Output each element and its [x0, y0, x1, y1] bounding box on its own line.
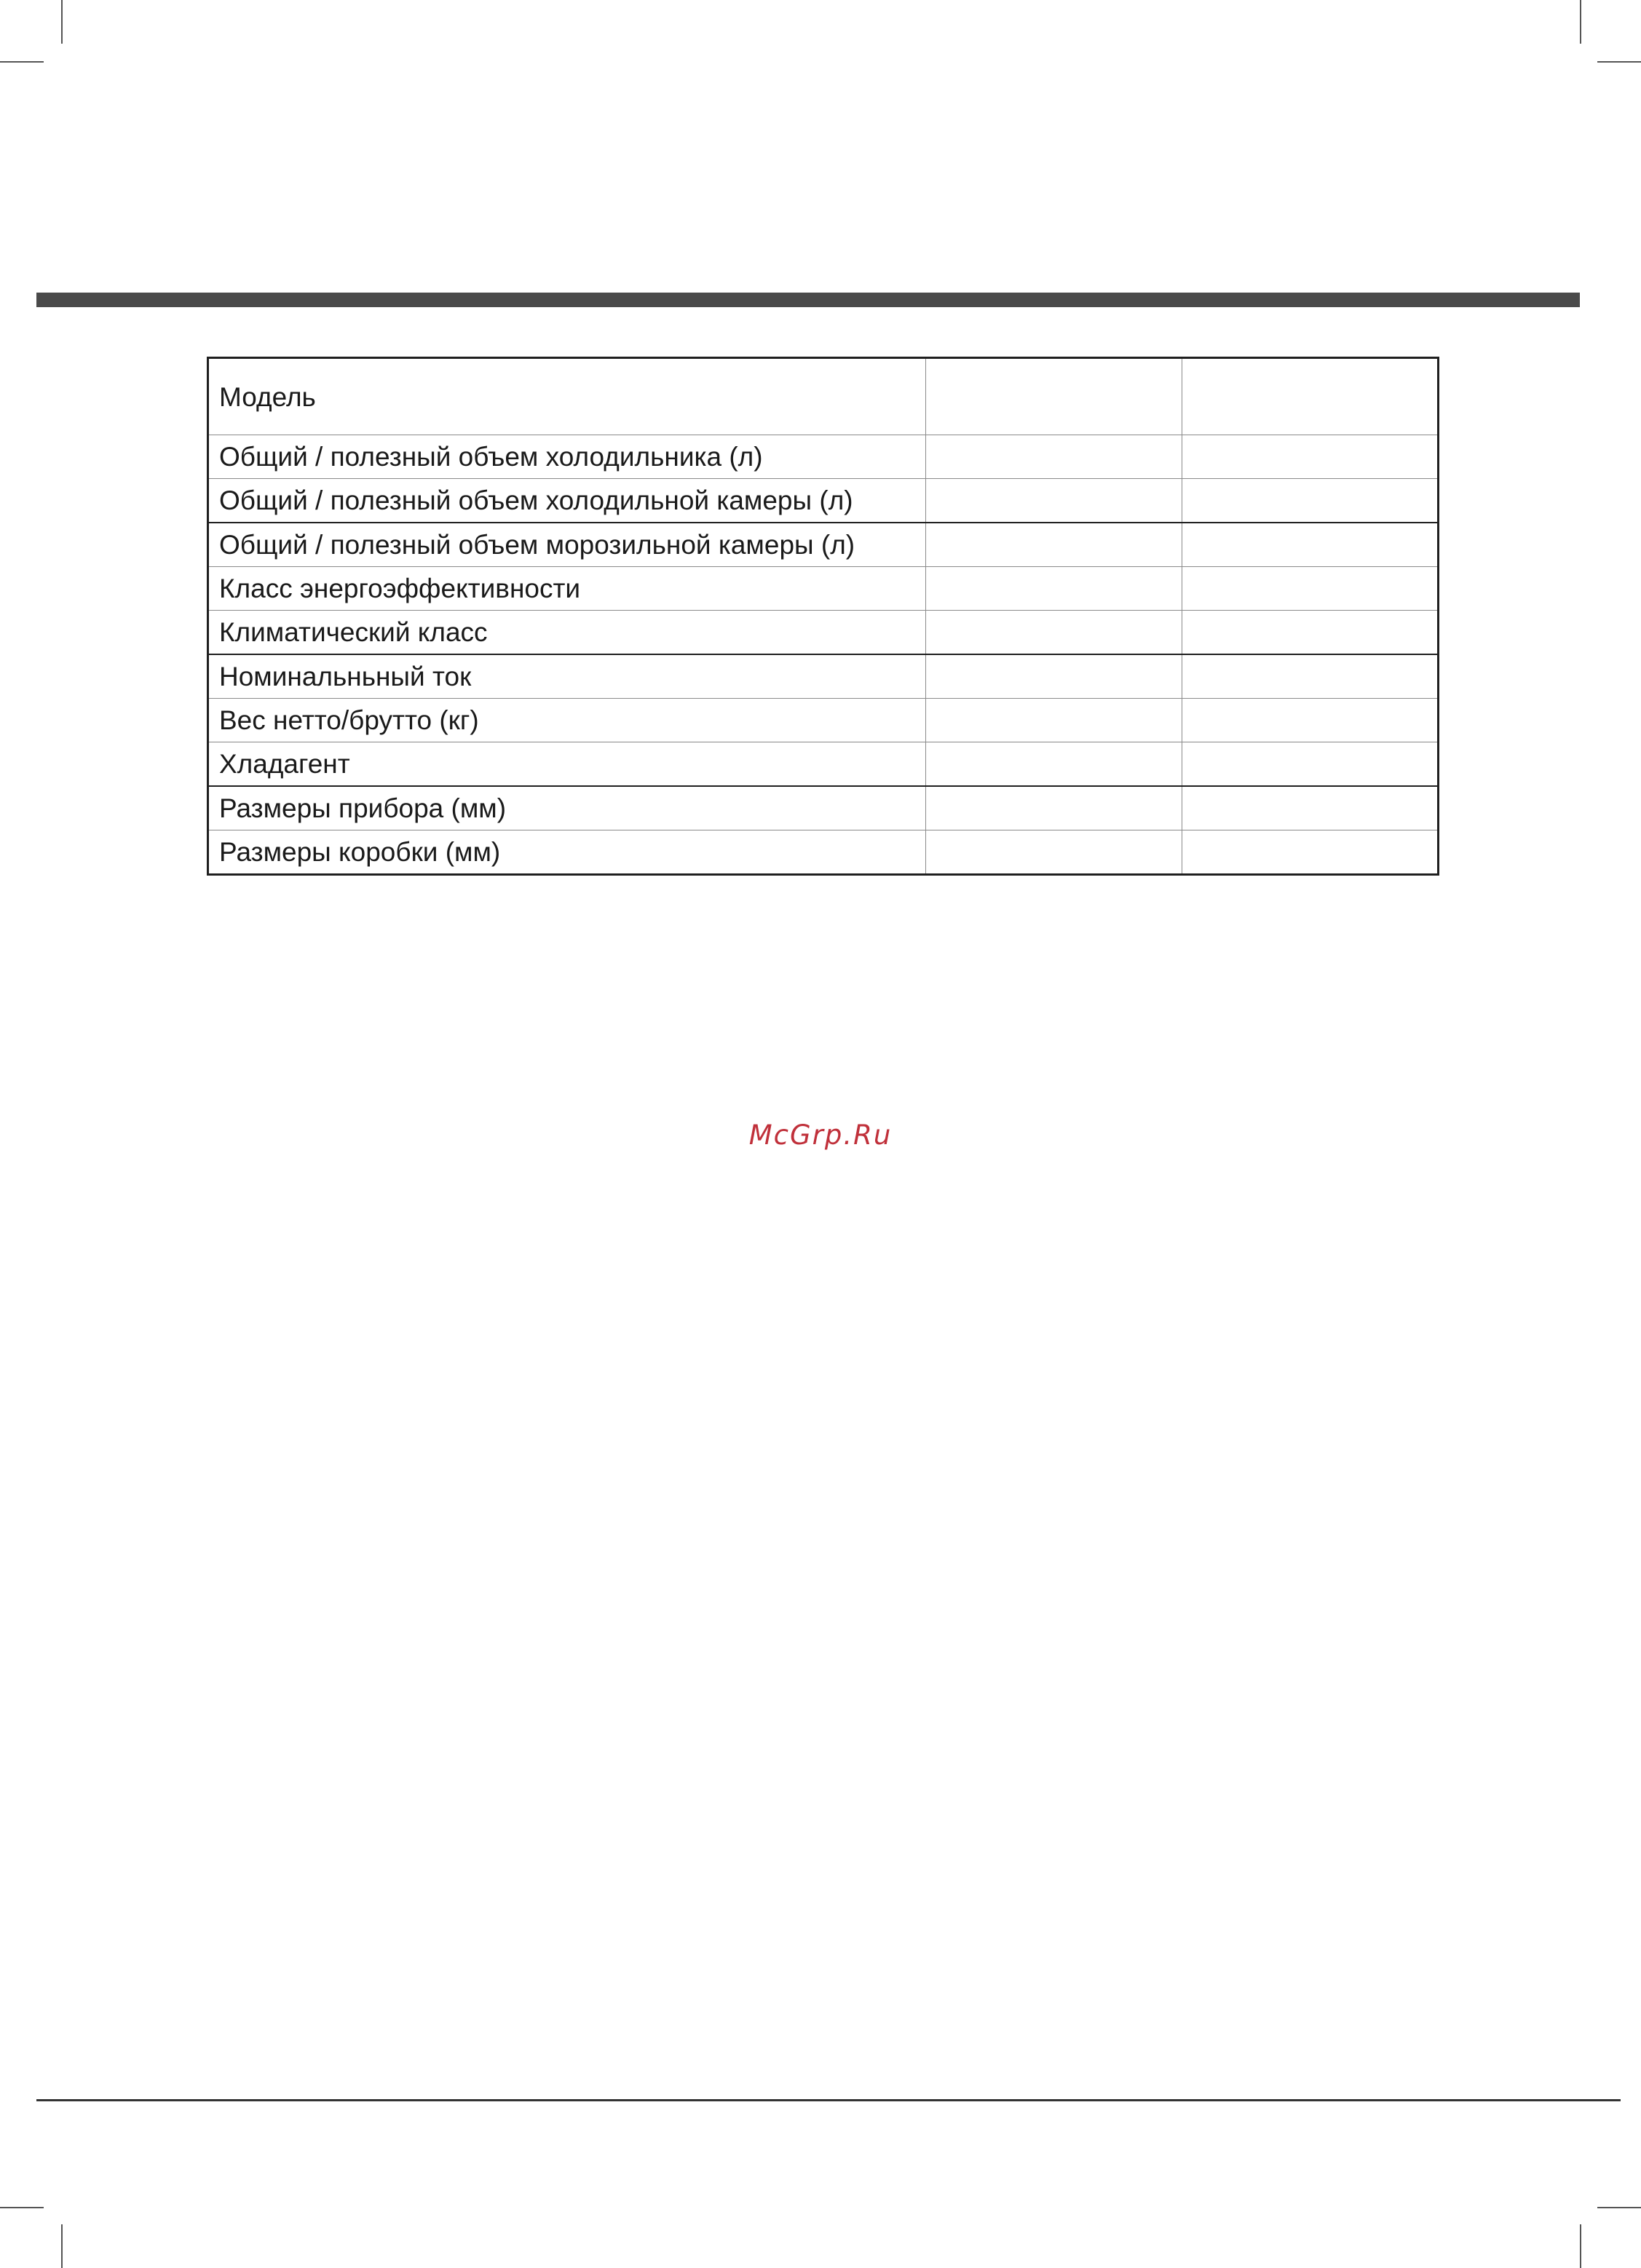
crop-mark-top-right-vertical [1580, 0, 1581, 44]
crop-mark-bottom-left-horizontal [0, 2207, 44, 2208]
row-label-box-dimensions: Размеры коробки (мм) [208, 830, 926, 875]
row-value-2 [1182, 742, 1439, 787]
table-row [208, 654, 1439, 699]
watermark-text: McGrp.Ru [748, 1119, 893, 1151]
row-value-1 [926, 786, 1182, 830]
table-row [208, 830, 1439, 875]
row-value-2 [1182, 567, 1439, 611]
row-value-2 [1182, 435, 1439, 479]
row-value-1 [926, 523, 1182, 567]
row-value-1 [926, 567, 1182, 611]
row-value-1 [926, 479, 1182, 523]
row-label-model: Модель [219, 381, 316, 412]
row-label-refrigerant: Хладагент [208, 742, 926, 787]
row-label-freezer-volume: Общий / полезный объем морозильной камеры (л) [208, 523, 926, 567]
table-row [208, 358, 1439, 435]
crop-mark-top-right-horizontal [1597, 61, 1641, 63]
table-row [208, 742, 1439, 787]
row-value-1 [926, 611, 1182, 655]
row-value-1 [926, 435, 1182, 479]
row-value-1 [926, 654, 1182, 699]
row-label-rated-current: Номинальньный ток [208, 654, 926, 699]
row-value-2 [1182, 654, 1439, 699]
row-value-2 [1182, 786, 1439, 830]
crop-mark-top-left-horizontal [0, 61, 44, 63]
header-bar [36, 293, 1580, 307]
row-label-energy-class: Класс энергоэффективности [208, 567, 926, 611]
footer-rule [36, 2099, 1621, 2101]
table-row [208, 523, 1439, 567]
row-label-total-volume: Общий / полезный объем холодильника (л) [208, 435, 926, 479]
crop-mark-bottom-right-vertical [1580, 2224, 1581, 2268]
row-value-2 [1182, 611, 1439, 655]
row-label-weight: Вес нетто/брутто (кг) [208, 699, 926, 742]
row-value-2 [1182, 479, 1439, 523]
row-value-2 [1182, 523, 1439, 567]
crop-mark-bottom-left-vertical [61, 2224, 63, 2268]
table-row [208, 479, 1439, 523]
table-row [208, 699, 1439, 742]
crop-mark-bottom-right-horizontal [1597, 2207, 1641, 2208]
row-value-1 [926, 699, 1182, 742]
row-value-2 [1182, 699, 1439, 742]
row-label-appliance-dimensions: Размеры прибора (мм) [208, 786, 926, 830]
specifications-table [207, 357, 1439, 876]
table-row [208, 435, 1439, 479]
row-value-1 [926, 742, 1182, 787]
row-label-climate-class: Климатический класс [208, 611, 926, 655]
row-value-2 [1182, 358, 1439, 435]
table-row [208, 611, 1439, 655]
table-row [208, 567, 1439, 611]
row-value-2 [1182, 830, 1439, 875]
row-label-fridge-volume: Общий / полезный объем холодильной камеры (л) [208, 479, 926, 523]
row-value-1 [926, 358, 1182, 435]
table-row [208, 786, 1439, 830]
crop-mark-top-left-vertical [61, 0, 63, 44]
row-value-1 [926, 830, 1182, 875]
